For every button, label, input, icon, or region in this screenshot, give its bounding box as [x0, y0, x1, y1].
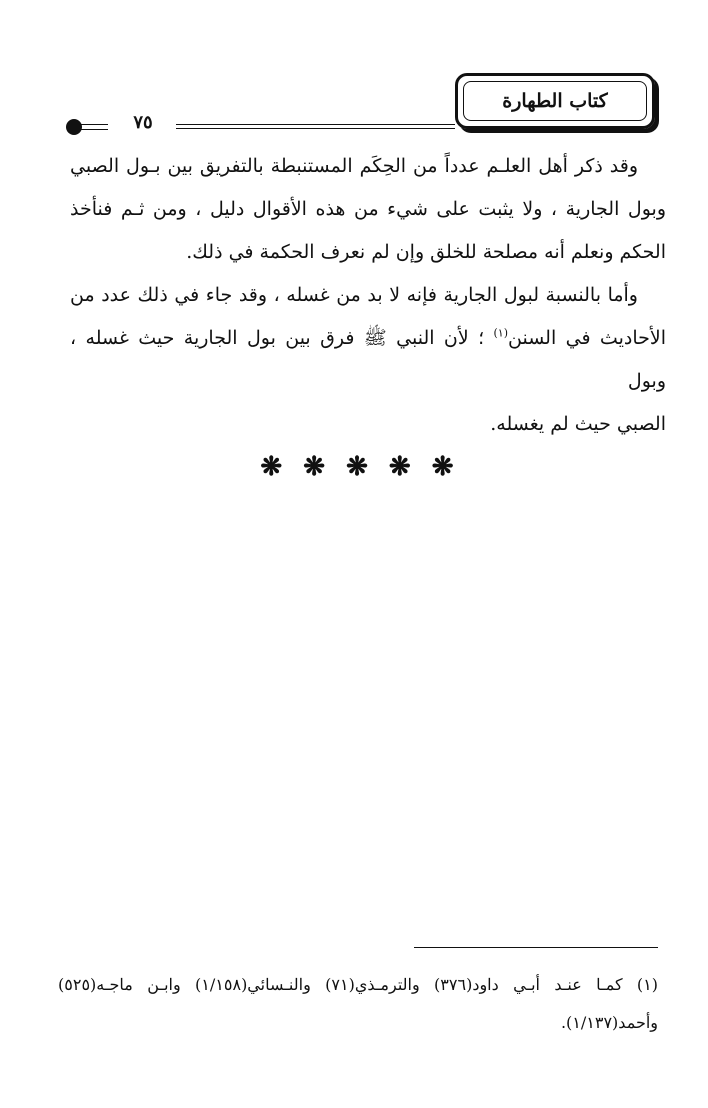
text-line: الصبي حيث لم يغسله. [490, 413, 666, 435]
header-ornament-dot-icon [66, 119, 82, 135]
text-segment: الأحاديث في السنن [508, 327, 666, 349]
paragraph-1 [70, 145, 666, 274]
chapter-title-frame [455, 73, 655, 129]
footnote-line: وأحمد(١/١٣٧). [560, 1013, 658, 1032]
text-line: وقد ذكر أهل العلـم عدداً من الحِكَم المستنبطة بالتفريق بين بـول الصبي [70, 155, 638, 177]
header-ornament-line [80, 124, 108, 125]
page-number: ٧٥ [133, 112, 153, 133]
text-line: وبول الجارية ، ولا يثبت على شيء من هذه الأقوال دليل ، ومن ثـم فنأخذ [70, 198, 666, 220]
header-rule-double [176, 128, 455, 129]
footnote-reference[interactable]: (١) [493, 326, 509, 340]
paragraph-2 [70, 274, 666, 446]
footnote-rule [414, 947, 658, 948]
text-line: وأما بالنسبة لبول الجارية فإنه لا بد من غسله ، وقد جاء في ذلك عدد من [70, 284, 638, 306]
main-text [70, 145, 666, 446]
header-rule [176, 124, 455, 125]
text-segment: ؛ لأن النبي ﷺ فرق بين بول الجارية حيث غسله ، وبول [70, 327, 666, 392]
footnote-line: (١) كمـا عنـد أبـي داود(٣٧٦) والترمـذي(٧١) والنـسائي(١/١٥٨) وابـن ماجـه(٥٢٥) [58, 975, 659, 994]
footnote [58, 966, 658, 1042]
section-separator-stars: ❋ ❋ ❋ ❋ ❋ [260, 452, 460, 482]
text-line: الحكم ونعلم أنه مصلحة للخلق وإن لم نعرف الحكمة في ذلك. [186, 241, 666, 263]
text-line [70, 317, 666, 403]
chapter-title: كتاب الطهارة [463, 81, 647, 121]
header-ornament-line-double [80, 129, 108, 130]
